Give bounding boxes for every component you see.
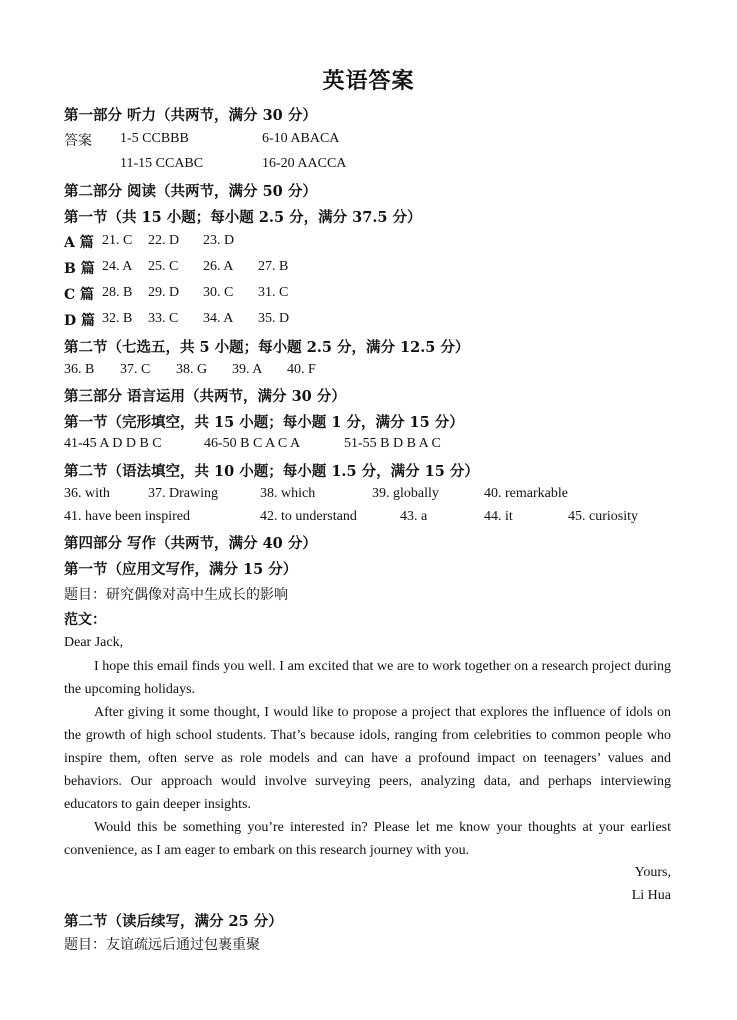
letter-greeting: Dear Jack, — [64, 635, 124, 650]
passage-answer: 35. D — [258, 311, 290, 326]
cloze-answers-46-50: 46-50 B C A C A — [204, 436, 301, 451]
part1-header: 第一部分 听力（共两节，满分 30 分） — [64, 107, 317, 124]
passage-answer: 22. D — [148, 233, 180, 248]
sample-label: 范文： — [64, 612, 106, 628]
listening-answers-11-15: 11-15 CCABC — [120, 156, 204, 171]
grammar-answer: 42. to understand — [260, 509, 357, 524]
passage-answer: 24. A — [102, 259, 133, 274]
listening-answers-6-10: 6-10 ABACA — [262, 131, 340, 146]
grammar-answer: 37. Drawing — [148, 486, 218, 501]
passage-answer: 30. C — [203, 285, 234, 300]
letter-paragraph-3: Would this be something you’re interested in? Please let me know your thoughts at your earliest convenience, as I am eager to embark on this research journey with you. — [64, 820, 671, 858]
listening-answers-16-20: 16-20 AACCA — [262, 156, 347, 171]
part4-sec1-header: 第一节（应用文写作，满分 15 分） — [64, 561, 298, 578]
passage-answer: 25. C — [148, 259, 179, 274]
passage-c-label: C 篇 — [64, 287, 95, 303]
part2-sec2-header: 第二节（七选五，共 5 小题；每小题 2.5 分，满分 12.5 分） — [64, 339, 470, 356]
grammar-answer: 38. which — [260, 486, 316, 501]
writing-topic: 题目：研究偶像对高中生成长的影响 — [64, 587, 288, 603]
passage-answer: 21. C — [102, 233, 133, 248]
passage-answer: 23. D — [203, 233, 235, 248]
seven-choose-five-answer: 37. C — [120, 362, 151, 377]
grammar-answer: 44. it — [484, 509, 513, 524]
passage-d-label: D 篇 — [64, 313, 96, 329]
cloze-answers-41-45: 41-45 A D D B C — [64, 436, 162, 451]
listening-answers-1-5: 1-5 CCBBB — [120, 131, 189, 146]
seven-choose-five-answer: 38. G — [176, 362, 208, 377]
letter-signature: Li Hua — [631, 888, 671, 903]
part4-header: 第四部分 写作（共两节，满分 40 分） — [64, 535, 317, 552]
grammar-answer: 39. globally — [372, 486, 439, 501]
letter-paragraph-1: I hope this email finds you well. I am excited that we are to work together on a research project during the upcoming holidays. — [64, 659, 671, 697]
passage-b-label: B 篇 — [64, 261, 95, 277]
seven-choose-five-answer: 36. B — [64, 362, 95, 377]
part3-header: 第三部分 语言运用（共两节，满分 30 分） — [64, 388, 346, 405]
part2-sec1-header: 第一节（共 15 小题；每小题 2.5 分，满分 37.5 分） — [64, 209, 422, 226]
grammar-answer: 45. curiosity — [568, 509, 638, 524]
letter-paragraph-2: After giving it some thought, I would like to propose a project that explores the influence of idols on the growth of high school students. That’s because idols, ranging from celebrities to common people who inspire them, often serve as role models and can have a profound impact on teenagers’ values and behaviors. Our approach would involve surveying peers, analyzing data, and perhaps interviewing educators to gain deeper insights. — [64, 705, 671, 812]
part3-sec1-header: 第一节（完形填空，共 15 小题；每小题 1 分，满分 15 分） — [64, 414, 464, 431]
grammar-answer: 43. a — [400, 509, 428, 524]
seven-choose-five-answer: 40. F — [287, 362, 316, 377]
part2-header: 第二部分 阅读（共两节，满分 50 分） — [64, 183, 317, 200]
passage-a-label: A 篇 — [64, 235, 94, 251]
passage-answer: 34. A — [203, 311, 234, 326]
part4-sec2-header: 第二节（读后续写，满分 25 分） — [64, 913, 283, 930]
grammar-answer: 36. with — [64, 486, 110, 501]
part3-sec2-header: 第二节（语法填空，共 10 小题；每小题 1.5 分，满分 15 分） — [64, 463, 479, 480]
answer-label: 答案 — [64, 133, 92, 149]
grammar-answer: 41. have been inspired — [64, 509, 190, 524]
passage-answer: 27. B — [258, 259, 289, 274]
seven-choose-five-answer: 39. A — [232, 362, 263, 377]
passage-answer: 33. C — [148, 311, 179, 326]
letter-closing: Yours, — [634, 865, 671, 880]
passage-answer: 28. B — [102, 285, 133, 300]
grammar-answer: 40. remarkable — [484, 486, 568, 501]
page-title: 英语答案 — [322, 68, 415, 94]
passage-answer: 31. C — [258, 285, 289, 300]
continuation-topic: 题目：友谊疏远后通过包裹重聚 — [64, 937, 260, 953]
passage-answer: 26. A — [203, 259, 234, 274]
passage-answer: 32. B — [102, 311, 133, 326]
passage-answer: 29. D — [148, 285, 180, 300]
cloze-answers-51-55: 51-55 B D B A C — [344, 436, 441, 451]
